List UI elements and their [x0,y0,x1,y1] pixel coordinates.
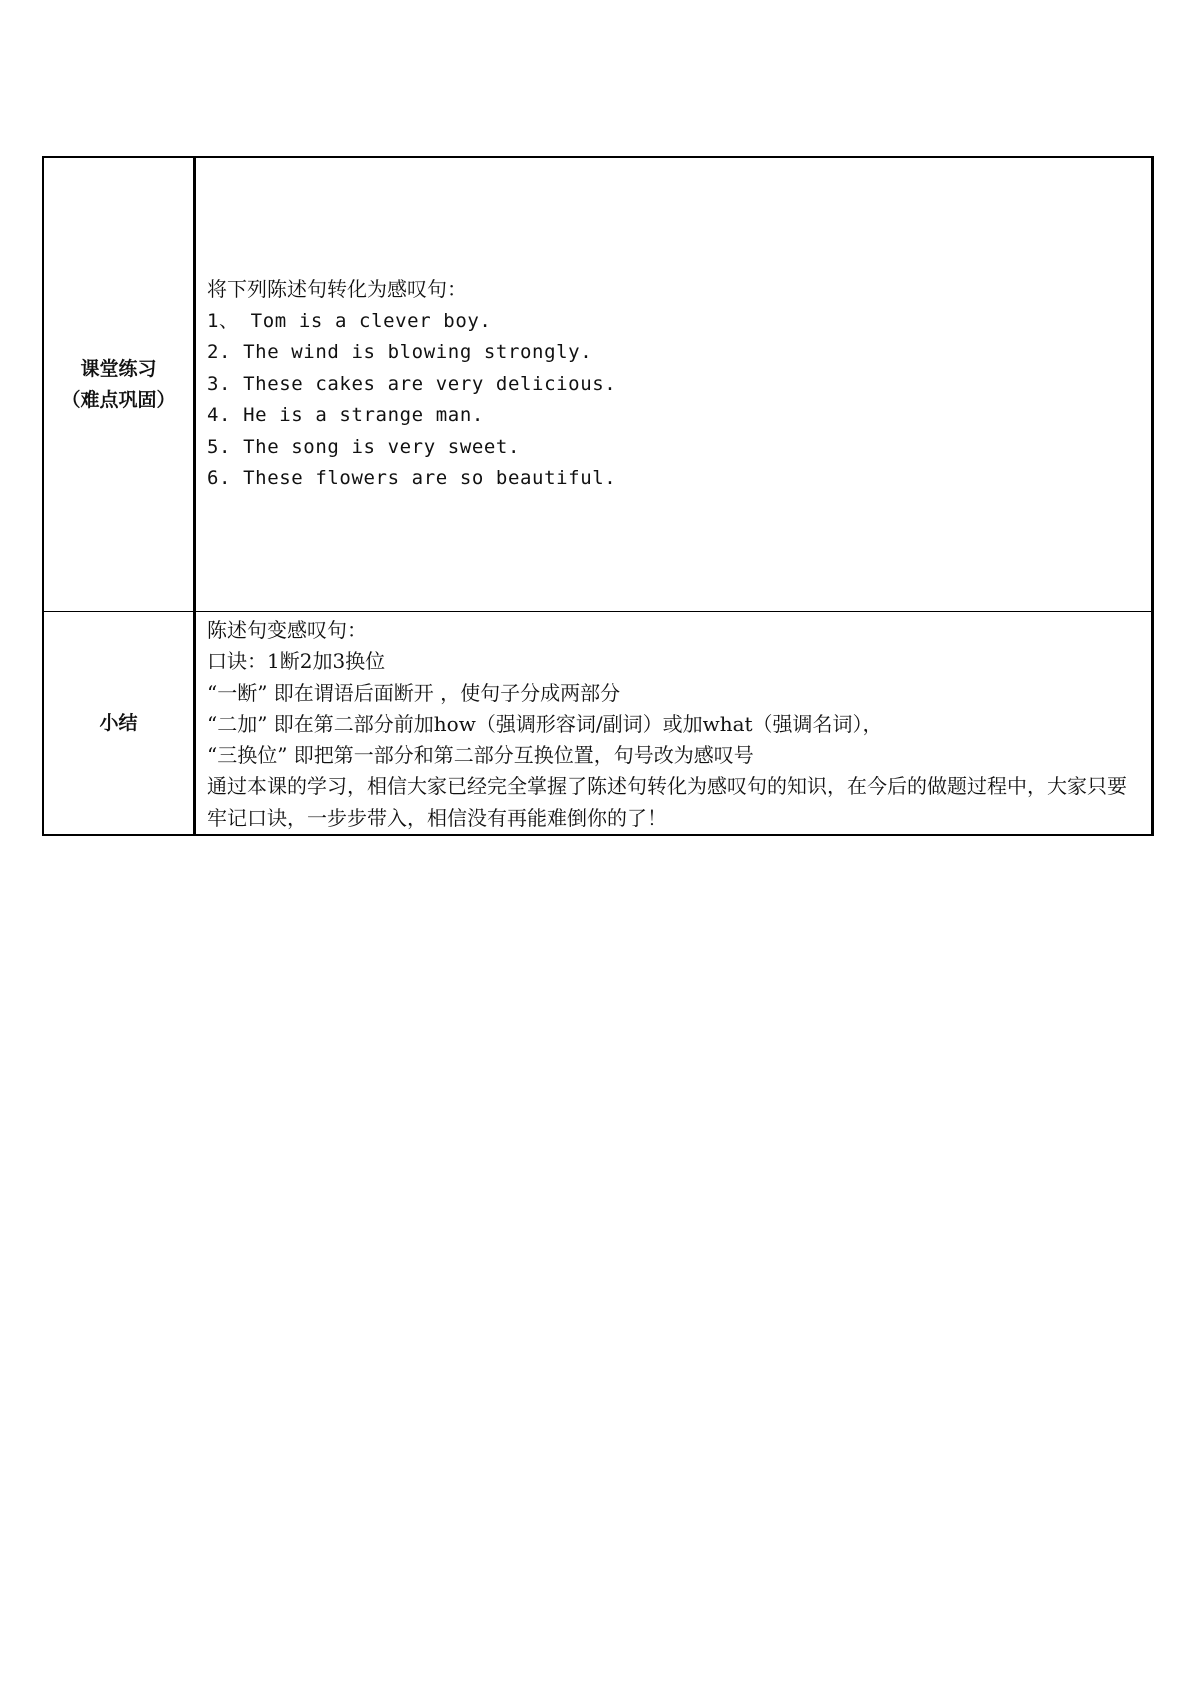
summary-line: “一断” 即在谓语后面断开 ，使句子分成两部分 [207,680,621,705]
practice-heading: 将下列陈述句转化为感叹句： [207,277,467,302]
practice-item: 3. These cakes are very delicious. [207,372,617,395]
summary-row [43,612,1153,836]
summary-content-cell [195,612,1153,836]
practice-label-cell [43,157,195,612]
summary-closing: 通过本课的学习，相信大家已经完全掌握了陈述句转化为感叹句的知识，在今后的做题过程中，大家只要牢记口诀，一步步带入，相信没有再能难倒你的了！ [207,774,1127,830]
summary-label: 小结 [99,711,138,734]
summary-line: 口诀：1断2加3换位 [207,649,386,674]
summary-line: 陈述句变感叹句： [207,618,367,642]
summary-label-cell [43,612,195,836]
summary-line: “三换位” 即把第一部分和第二部分互换位置，句号改为感叹号 [207,743,754,768]
practice-item: 5. The song is very sweet. [207,435,521,458]
practice-row [43,157,1153,612]
practice-content-cell [195,157,1153,612]
practice-label-subtitle: （难点巩固） [61,388,176,411]
summary-line: “二加” 即在第二部分前加how（强调形容词/副词）或加what（强调名词）， [207,711,883,736]
lesson-table [42,156,1154,836]
practice-label-title: 课堂练习 [80,357,157,380]
practice-item: 4. He is a strange man. [207,404,484,427]
practice-item: 2. The wind is blowing strongly. [207,341,593,364]
practice-item: 6. These flowers are so beautiful. [207,467,617,490]
practice-item: 1、 Tom is a clever boy. [207,309,492,332]
